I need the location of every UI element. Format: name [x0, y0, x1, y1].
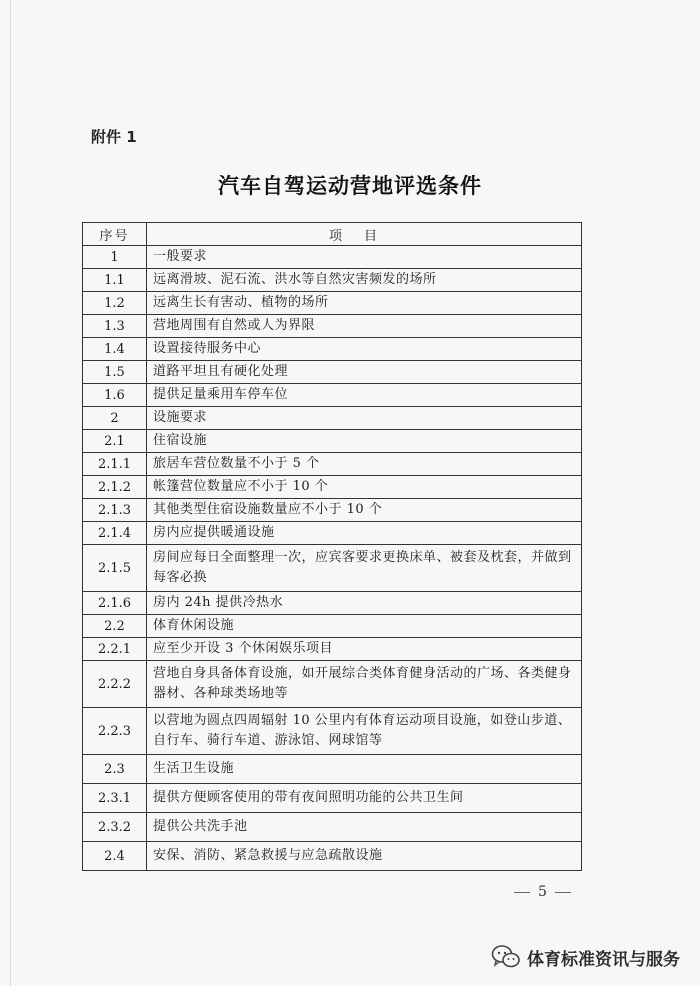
- criteria-table: [82, 222, 582, 871]
- scan-edge-line: [10, 0, 11, 986]
- row-item: 应至少开设 3 个休闲娱乐项目: [147, 638, 582, 661]
- row-number: 2.1.1: [83, 453, 147, 476]
- table-row: [83, 813, 582, 842]
- table-row: [83, 430, 582, 453]
- row-item: 其他类型住宿设施数量应不小于 10 个: [147, 499, 582, 522]
- row-number: 2.1.4: [83, 522, 147, 545]
- table-row: [83, 499, 582, 522]
- row-item: 房间应每日全面整理一次，应宾客要求更换床单、被套及枕套，并做到每客必换: [147, 545, 582, 592]
- table-row: [83, 592, 582, 615]
- row-item: 体育休闲设施: [147, 615, 582, 638]
- table-row: [83, 361, 582, 384]
- row-number: 1.4: [83, 338, 147, 361]
- table-row: [83, 476, 582, 499]
- table-row: [83, 638, 582, 661]
- table-row: [83, 784, 582, 813]
- row-number: 2.1.5: [83, 545, 147, 592]
- table-row: [83, 315, 582, 338]
- row-item: 房内应提供暖通设施: [147, 522, 582, 545]
- table-row: [83, 407, 582, 430]
- row-number: 2.1.3: [83, 499, 147, 522]
- table-row: [83, 292, 582, 315]
- row-number: 1.2: [83, 292, 147, 315]
- row-number: 2.3.2: [83, 813, 147, 842]
- row-number: 2.3.1: [83, 784, 147, 813]
- row-item: 一般要求: [147, 246, 582, 269]
- row-number: 2.1: [83, 430, 147, 453]
- row-number: 2.1.6: [83, 592, 147, 615]
- row-number: 2.2.2: [83, 661, 147, 708]
- page-number: [506, 884, 579, 900]
- table-row: [83, 615, 582, 638]
- table-row: [83, 522, 582, 545]
- table-row: [83, 545, 582, 592]
- row-number: 2: [83, 407, 147, 430]
- row-item: 远离滑坡、泥石流、洪水等自然灾害频发的场所: [147, 269, 582, 292]
- wechat-icon: [491, 944, 521, 970]
- table-body: [83, 246, 582, 871]
- watermark-text: 体育标准资讯与服务: [527, 949, 680, 970]
- row-item: 旅居车营位数量不小于 5 个: [147, 453, 582, 476]
- row-item: 远离生长有害动、植物的场所: [147, 292, 582, 315]
- row-item: 提供公共洗手池: [147, 813, 582, 842]
- row-item: 生活卫生设施: [147, 755, 582, 784]
- row-number: 1: [83, 246, 147, 269]
- watermark: [491, 944, 680, 970]
- attachment-label: 附件 1: [91, 128, 137, 146]
- row-item: 提供足量乘用车停车位: [147, 384, 582, 407]
- row-item: 房内 24h 提供冷热水: [147, 592, 582, 615]
- table-row: [83, 453, 582, 476]
- document-title: 汽车自驾运动营地评选条件: [218, 174, 482, 198]
- table-row: [83, 755, 582, 784]
- dash-left: [514, 892, 530, 893]
- row-number: 2.2.1: [83, 638, 147, 661]
- header-item: 项目: [147, 223, 582, 246]
- row-number: 2.1.2: [83, 476, 147, 499]
- row-item: 住宿设施: [147, 430, 582, 453]
- row-item: 以营地为圆点四周辐射 10 公里内有体育运动项目设施，如登山步道、自行车、骑行车道、游泳馆、网球馆等: [147, 708, 582, 755]
- row-number: 2.3: [83, 755, 147, 784]
- row-number: 1.1: [83, 269, 147, 292]
- row-number: 1.3: [83, 315, 147, 338]
- row-number: 1.6: [83, 384, 147, 407]
- table-row: [83, 338, 582, 361]
- row-item: 安保、消防、紧急救援与应急疏散设施: [147, 842, 582, 871]
- table-header-row: [83, 223, 582, 246]
- row-number: 2.2: [83, 615, 147, 638]
- table-row: [83, 269, 582, 292]
- row-item: 提供方便顾客使用的带有夜间照明功能的公共卫生间: [147, 784, 582, 813]
- row-item: 设施要求: [147, 407, 582, 430]
- row-item: 帐篷营位数量应不小于 10 个: [147, 476, 582, 499]
- header-number: 序号: [83, 223, 147, 246]
- row-number: 1.5: [83, 361, 147, 384]
- row-item: 道路平坦且有硬化处理: [147, 361, 582, 384]
- row-item: 营地周围有自然或人为界限: [147, 315, 582, 338]
- dash-right: [555, 892, 571, 893]
- table-row: [83, 708, 582, 755]
- table-row: [83, 842, 582, 871]
- row-number: 2.2.3: [83, 708, 147, 755]
- table-row: [83, 246, 582, 269]
- table-row: [83, 661, 582, 708]
- row-item: 设置接待服务中心: [147, 338, 582, 361]
- row-item: 营地自身具备体育设施，如开展综合类体育健身活动的广场、各类健身器材、各种球类场地等: [147, 661, 582, 708]
- page-number-value: 5: [538, 884, 547, 900]
- table-row: [83, 384, 582, 407]
- row-number: 2.4: [83, 842, 147, 871]
